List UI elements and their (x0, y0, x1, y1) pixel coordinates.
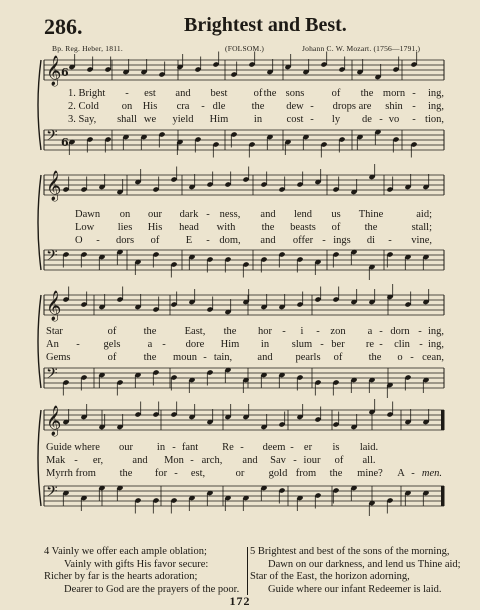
stanza-line: Star of the East, the horizon adorning, (250, 571, 410, 582)
lyric-syllable: An (46, 339, 59, 350)
lyric-syllable: and (242, 455, 258, 466)
lyric-syllable: cost (286, 114, 304, 125)
lyric-syllable: of (107, 326, 117, 337)
lyric-syllable: is (332, 442, 340, 453)
lyric-syllable: cean, (422, 352, 444, 363)
lyric-syllable: cra (176, 101, 190, 112)
lyric-line (40, 352, 448, 364)
lyric-line (40, 326, 448, 338)
lyric-syllable: o (397, 352, 403, 363)
lyric-syllable: the (263, 88, 277, 99)
stanza-line: Richer by far is the hearts adoration; (44, 571, 198, 582)
lyric-syllable: Sav (270, 455, 286, 466)
lyric-syllable: dew (286, 101, 304, 112)
lyric-syllable: slum (291, 339, 313, 350)
lyric-syllable: Guide where (46, 442, 100, 453)
lyric-syllable: - (418, 326, 422, 337)
lyric-syllable: - (203, 352, 207, 363)
lyric-syllable: O (75, 235, 83, 246)
lyric-syllable: for (154, 468, 168, 479)
lyric-syllable: - (379, 339, 383, 350)
stanza-line: Dearer to God are the prayers of the poor. (64, 583, 240, 595)
stanza-line: 4 Vainly we offer each ample oblation; (44, 546, 207, 557)
lyric-syllable: - (240, 442, 244, 453)
lyric-syllable: the (119, 468, 133, 479)
lyric-line (40, 114, 448, 126)
lyric-syllable: and (257, 352, 273, 363)
lyric-syllable: Him (220, 339, 240, 350)
lyric-syllable: our (119, 442, 133, 453)
lyric-syllable: the (251, 101, 265, 112)
lyric-line (40, 442, 448, 454)
lyric-syllable: - (322, 235, 326, 246)
lyric-syllable: - (379, 326, 383, 337)
lyric-syllable: tion, (425, 114, 444, 125)
lyric-syllable: aid; (416, 209, 432, 220)
lyric-syllable: a (367, 326, 373, 337)
lyric-syllable: - (412, 88, 416, 99)
lyric-syllable: Myrrh from (46, 468, 96, 479)
lyric-syllable: East, (184, 326, 206, 337)
lyric-syllable: and (260, 209, 276, 220)
lyric-syllable: in (260, 339, 270, 350)
composer-credit: Johann C. W. Mozart. (1756—1791.) (302, 44, 421, 53)
lyric-syllable: a (147, 339, 153, 350)
lyric-line (40, 235, 448, 247)
lyric-syllable: - (201, 101, 205, 112)
lyric-syllable: - (379, 114, 383, 125)
lyric-line (40, 101, 448, 113)
lyric-syllable: - (76, 339, 80, 350)
lyric-syllable: the (329, 468, 343, 479)
lyric-syllable: beasts (290, 222, 316, 233)
lyric-syllable: the (261, 222, 275, 233)
lyric-syllable: offer (292, 235, 314, 246)
lyric-syllable: Low (75, 222, 95, 233)
lyric-syllable: - (74, 455, 78, 466)
lyric-syllable: - (310, 114, 314, 125)
lyric-syllable: shin (385, 101, 403, 112)
lyric-syllable: on (121, 101, 133, 112)
lyric-syllable: - (316, 326, 320, 337)
lyric-syllable: - (96, 235, 100, 246)
lyric-syllable: in (253, 114, 263, 125)
lyric-syllable: A (397, 468, 405, 479)
lyric-syllable: head (179, 222, 199, 233)
lyric-syllable: of (334, 455, 344, 466)
bass-clef-icon: 𝄢 (46, 127, 58, 148)
lyric-syllable: of (331, 88, 341, 99)
lyric-syllable: the (368, 352, 382, 363)
lyric-syllable: in (156, 442, 166, 453)
lyric-syllable: Mak (46, 455, 66, 466)
lyric-line (40, 222, 448, 234)
lyric-syllable: gels (103, 339, 121, 350)
lyric-syllable: Thine (358, 209, 384, 220)
lyric-syllable: clin (394, 339, 410, 350)
lyric-syllable: our (148, 209, 162, 220)
lyric-syllable: est, (190, 468, 206, 479)
lyric-syllable: - (206, 235, 210, 246)
stanza-line: Dawn on our darkness, and lend us Thine aid; (268, 558, 461, 570)
lyric-syllable: laid. (359, 442, 379, 453)
lyric-syllable: dom, (219, 235, 241, 246)
time-signature: 6 (61, 66, 69, 79)
final-barline (441, 486, 444, 506)
lyric-syllable: i (300, 326, 304, 337)
lyric-syllable: lend (293, 209, 313, 220)
lyric-syllable: er (303, 442, 313, 453)
lyric-syllable: - (412, 101, 416, 112)
lyric-syllable: yield (172, 114, 194, 125)
lyric-syllable: - (172, 442, 176, 453)
lyric-syllable: of (333, 352, 343, 363)
lyric-syllable: - (282, 326, 286, 337)
lyric-syllable: - (190, 455, 194, 466)
lyric-syllable: - (293, 455, 297, 466)
lyric-syllable: - (206, 209, 210, 220)
lyric-syllable: the (364, 222, 378, 233)
lyric-syllable: and (132, 455, 148, 466)
lyric-syllable: morn (382, 88, 406, 99)
lyric-syllable: ing, (427, 326, 444, 337)
lyric-syllable: best (210, 88, 228, 99)
lyric-syllable: the (360, 88, 374, 99)
lyric-syllable: or (235, 468, 245, 479)
treble-clef-icon: 𝄞 (46, 56, 62, 86)
lyric-syllable: on (119, 209, 131, 220)
lyric-syllable: gold (268, 468, 288, 479)
lyric-syllable: ber (331, 339, 345, 350)
treble-clef-icon: 𝄞 (46, 406, 62, 436)
lyric-syllable: the (223, 326, 237, 337)
lyric-syllable: Re (222, 442, 234, 453)
lyric-syllable: Him (209, 114, 229, 125)
lyric-syllable: dark (179, 209, 199, 220)
stanza-divider (247, 547, 248, 595)
lyric-syllable: the (143, 326, 157, 337)
lyric-syllable: all. (362, 455, 376, 466)
lyric-line (40, 88, 448, 100)
lyric-syllable: mine? (357, 468, 383, 479)
stanza-5 (250, 546, 461, 596)
lyric-syllable: from (295, 468, 317, 479)
lyric-syllable: moun (173, 352, 197, 363)
lyric-syllable: - (174, 468, 178, 479)
lyric-syllable: vo (388, 114, 400, 125)
lyric-line (40, 339, 448, 351)
lyric-syllable: dorn (390, 326, 410, 337)
stanza-line: Vainly with gifts His favor secure: (64, 558, 209, 570)
lyric-syllable: dors (115, 235, 135, 246)
lyric-syllable: His (142, 101, 158, 112)
lyric-syllable: de (362, 114, 372, 125)
lyric-syllable: Dawn (75, 209, 101, 220)
lyric-syllable: er, (92, 455, 104, 466)
lyric-syllable: - (125, 88, 129, 99)
lyric-syllable: E (185, 235, 193, 246)
lyric-syllable: dore (185, 339, 205, 350)
lyric-syllable: - (388, 235, 392, 246)
author-credit: Bp. Reg. Heber, 1811. (52, 44, 123, 53)
lyric-syllable: vine, (411, 235, 432, 246)
hymn-number: 286. (44, 14, 83, 39)
final-barline (441, 410, 444, 430)
lyric-syllable: Gems (46, 352, 71, 363)
lyric-syllable: 3. Say, (68, 114, 97, 125)
lyric-syllable: of (331, 222, 341, 233)
lyric-syllable: ing, (427, 101, 444, 112)
lyric-syllable: and (260, 235, 276, 246)
stanza-4 (44, 546, 244, 596)
lyric-syllable: with (216, 222, 236, 233)
treble-clef-icon: 𝄞 (46, 291, 62, 321)
hymn-title: Brightest and Best. (184, 14, 347, 36)
lyric-syllable: ings (333, 235, 351, 246)
lyric-syllable: 2. Cold (68, 101, 99, 112)
lyric-syllable: pearls (295, 352, 321, 363)
lyric-syllable: est (144, 88, 156, 99)
lyric-line (40, 468, 448, 480)
bass-clef-icon: 𝄢 (46, 247, 58, 268)
lyric-syllable: - (320, 339, 324, 350)
lyric-syllable: ing, (427, 88, 444, 99)
lyric-syllable: arch, (201, 455, 223, 466)
tune-name: (FOLSOM.) (225, 44, 265, 53)
lyric-syllable: Mon (164, 455, 184, 466)
lyric-syllable: - (290, 442, 294, 453)
lyric-syllable: re (365, 339, 375, 350)
stanza-line: Guide where our infant Redeemer is laid. (268, 583, 442, 595)
lyric-syllable: fant (181, 442, 199, 453)
lyric-syllable: we (143, 114, 157, 125)
lyric-syllable: deem (262, 442, 286, 453)
page-number: 172 (229, 594, 251, 608)
lyric-syllable: lies (117, 222, 133, 233)
lyric-syllable: 1. Bright (68, 88, 106, 99)
lyric-syllable: of (150, 235, 160, 246)
lyric-syllable: of (253, 88, 263, 99)
lyric-syllable: - (419, 339, 423, 350)
lyric-syllable: us (331, 209, 341, 220)
lyric-syllable: di (366, 235, 376, 246)
lyric-line (40, 209, 448, 221)
lyric-line (40, 455, 448, 467)
lyric-syllable: - (162, 339, 166, 350)
bass-clef-icon: 𝄢 (46, 365, 58, 386)
lyric-syllable: and (175, 88, 191, 99)
time-signature: 6 (61, 136, 69, 149)
lyric-syllable: sons (285, 88, 305, 99)
lyric-syllable: ness, (219, 209, 241, 220)
bass-clef-icon: 𝄢 (46, 483, 58, 504)
lyric-syllable: stall; (411, 222, 432, 233)
lyric-syllable: the (143, 352, 157, 363)
lyric-syllable: - (310, 101, 314, 112)
lyric-syllable: hor (258, 326, 272, 337)
lyric-syllable: men. (421, 468, 442, 479)
lyric-syllable: Star (46, 326, 63, 337)
lyric-syllable: His (147, 222, 163, 233)
lyric-syllable: - (410, 352, 414, 363)
lyric-syllable: - (412, 114, 416, 125)
lyric-syllable: of (107, 352, 117, 363)
lyric-syllable: shall (117, 114, 137, 125)
treble-clef-icon: 𝄞 (46, 171, 62, 201)
lyric-syllable: drops are (332, 101, 372, 112)
lyric-syllable: ing, (427, 339, 444, 350)
lyric-syllable: - (411, 468, 415, 479)
lyric-syllable: dle (212, 101, 226, 112)
stanza-line: 5 Brightest and best of the sons of the morning, (250, 546, 450, 557)
lyric-syllable: tain, (213, 352, 233, 363)
lyric-syllable: iour (303, 455, 321, 466)
lyric-syllable: ly (331, 114, 341, 125)
lyric-syllable: zon (330, 326, 346, 337)
